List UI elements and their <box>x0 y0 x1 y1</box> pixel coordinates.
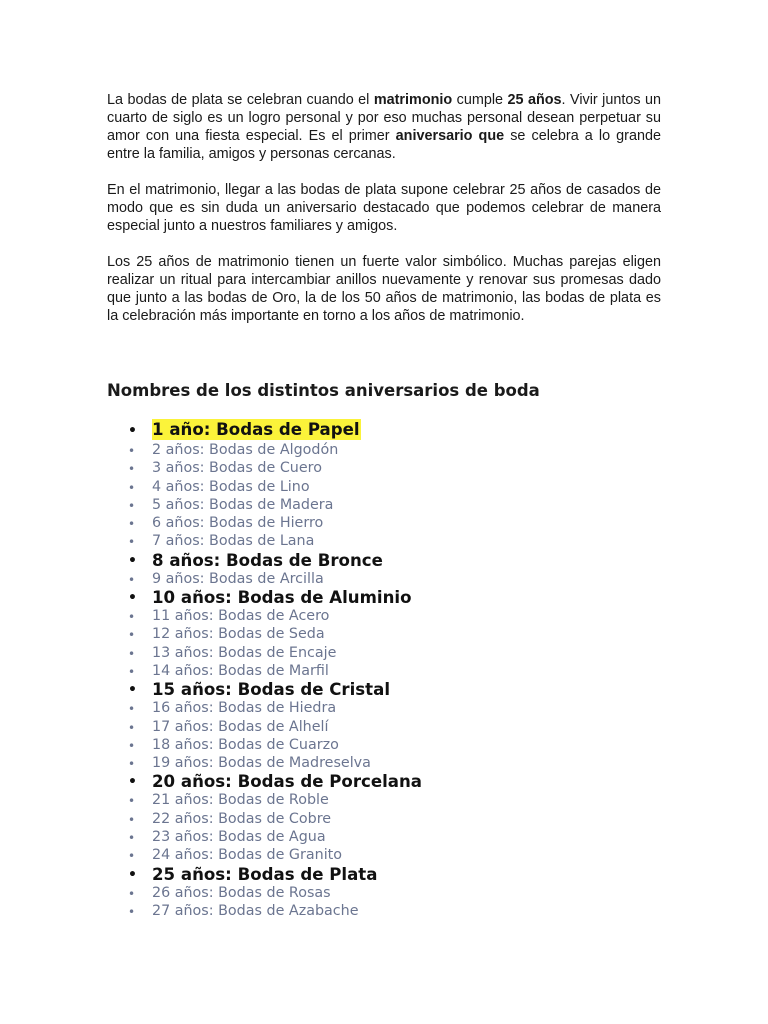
anniversary-label: 23 años: Bodas de Agua <box>152 829 326 846</box>
bullet-icon: • <box>128 646 136 661</box>
anniversary-item <box>128 754 422 772</box>
bullet-icon: • <box>128 535 136 550</box>
anniversary-label: 10 años: Bodas de Aluminio <box>152 588 412 608</box>
anniversary-item <box>128 588 422 607</box>
intro-paragraph-1 <box>107 91 661 163</box>
bullet-icon: • <box>128 628 136 643</box>
anniversary-label: 1 año: Bodas de Papel <box>152 420 360 439</box>
bullet-icon: • <box>128 423 137 439</box>
bullet-icon: • <box>128 462 136 477</box>
bullet-icon: • <box>128 831 136 846</box>
intro-paragraph-2 <box>107 181 661 235</box>
bullet-icon: • <box>128 904 136 919</box>
paragraph-text: Los 25 años de matrimonio tienen un fuerte valor simbólico. Muchas parejas eligen realizar un ritual para intercambiar anillos nuevamente y renovar sus promesas dado que junto a las bodas de Oro, la de los 50 años de matrimonio, las bodas de plata es la celebración más importante en torno a los años de matrimonio. <box>107 254 661 324</box>
anniversary-item <box>128 644 422 662</box>
bullet-icon: • <box>128 702 136 717</box>
anniversary-label: 4 años: Bodas de Lino <box>152 478 310 495</box>
anniversary-item <box>128 478 422 496</box>
anniversary-item <box>128 441 422 459</box>
anniversary-item <box>128 551 422 570</box>
bullet-icon: • <box>128 720 136 735</box>
anniversary-label: 16 años: Bodas de Hiedra <box>152 700 337 717</box>
bullet-icon: • <box>128 794 136 809</box>
bullet-icon: • <box>128 498 136 513</box>
bullet-icon: • <box>128 444 136 458</box>
bullet-icon: • <box>128 517 136 532</box>
anniversary-item <box>128 810 422 828</box>
anniversary-item <box>128 459 422 477</box>
bold-term: aniversario que <box>395 128 505 144</box>
bullet-icon: • <box>128 610 136 625</box>
anniversary-label: 21 años: Bodas de Roble <box>152 792 329 809</box>
anniversary-label: 20 años: Bodas de Porcelana <box>152 772 422 792</box>
bullet-icon: • <box>128 480 136 495</box>
anniversary-label: 26 años: Bodas de Rosas <box>152 884 331 901</box>
anniversary-item <box>128 419 422 441</box>
intro-paragraph-3 <box>107 253 661 325</box>
bold-term: 25 años <box>507 92 562 108</box>
anniversary-label: 18 años: Bodas de Cuarzo <box>152 736 339 753</box>
paragraph-text: . Vivir juntos un cuarto de siglo es un logro personal y por eso muchas personal desean perpetuar su amor con una fiesta especial. Es el primer <box>107 92 662 144</box>
anniversary-item <box>128 772 422 791</box>
anniversary-item <box>128 884 422 902</box>
anniversary-label: 11 años: Bodas de Acero <box>152 608 330 625</box>
paragraph-text: La bodas de plata se celebran cuando el <box>107 92 374 108</box>
anniversary-item <box>128 846 422 864</box>
bullet-icon: • <box>128 849 136 864</box>
bullet-icon: • <box>128 886 136 901</box>
anniversary-label: 22 años: Bodas de Cobre <box>152 810 332 827</box>
anniversary-item <box>128 791 422 809</box>
bullet-icon: • <box>128 572 136 587</box>
anniversary-item <box>128 718 422 736</box>
anniversary-label: 15 años: Bodas de Cristal <box>152 680 391 700</box>
anniversary-label: 25 años: Bodas de Plata <box>152 864 378 884</box>
anniversary-item <box>128 570 422 588</box>
anniversary-label: 9 años: Bodas de Arcilla <box>152 570 324 587</box>
bullet-icon: • <box>128 552 137 569</box>
anniversary-label: 27 años: Bodas de Azabache <box>152 902 359 919</box>
bullet-icon: • <box>128 866 137 883</box>
anniversary-label: 6 años: Bodas de Hierro <box>152 515 324 532</box>
document-body <box>107 91 661 343</box>
anniversary-item <box>128 680 422 699</box>
anniversary-label: 7 años: Bodas de Lana <box>152 533 315 550</box>
bullet-icon: • <box>128 664 136 679</box>
bullet-icon: • <box>128 682 137 699</box>
anniversary-item <box>128 496 422 514</box>
anniversary-item <box>128 607 422 625</box>
anniversary-item <box>128 736 422 754</box>
anniversary-item <box>128 532 422 550</box>
bullet-icon: • <box>128 738 136 753</box>
paragraph-text: se celebra a lo grande entre la familia, amigos y personas cercanas. <box>107 128 661 162</box>
anniversary-label: 12 años: Bodas de Seda <box>152 626 325 643</box>
anniversary-item <box>128 865 422 884</box>
anniversary-item <box>128 514 422 532</box>
anniversary-item <box>128 662 422 680</box>
bullet-icon: • <box>128 590 137 607</box>
anniversary-item <box>128 625 422 643</box>
anniversary-label: 14 años: Bodas de Marfil <box>152 662 329 679</box>
anniversary-label: 24 años: Bodas de Granito <box>152 847 343 864</box>
anniversary-item <box>128 828 422 846</box>
paragraph-text: cumple <box>452 92 508 108</box>
anniversary-label: 13 años: Bodas de Encaje <box>152 644 337 661</box>
bullet-icon: • <box>128 774 137 791</box>
bullet-icon: • <box>128 757 136 772</box>
anniversary-item <box>128 902 422 920</box>
paragraph-text: En el matrimonio, llegar a las bodas de plata supone celebrar 25 años de casados de modo que es sin duda un aniversario destacado que podemos celebrar de manera especial junto a nuestros familiares y amigos. <box>107 182 661 234</box>
anniversary-item <box>128 699 422 717</box>
anniversary-label: 19 años: Bodas de Madreselva <box>152 755 371 772</box>
bullet-icon: • <box>128 812 136 827</box>
bold-term: matrimonio <box>373 92 453 108</box>
anniversary-label: 3 años: Bodas de Cuero <box>152 460 322 477</box>
anniversary-label: 17 años: Bodas de Alhelí <box>152 718 329 735</box>
anniversary-label: 5 años: Bodas de Madera <box>152 496 334 513</box>
section-heading: Nombres de los distintos aniversarios de boda <box>107 381 540 400</box>
anniversary-label: 2 años: Bodas de Algodón <box>152 442 339 458</box>
anniversary-list <box>128 419 422 920</box>
anniversary-label: 8 años: Bodas de Bronce <box>152 550 383 570</box>
